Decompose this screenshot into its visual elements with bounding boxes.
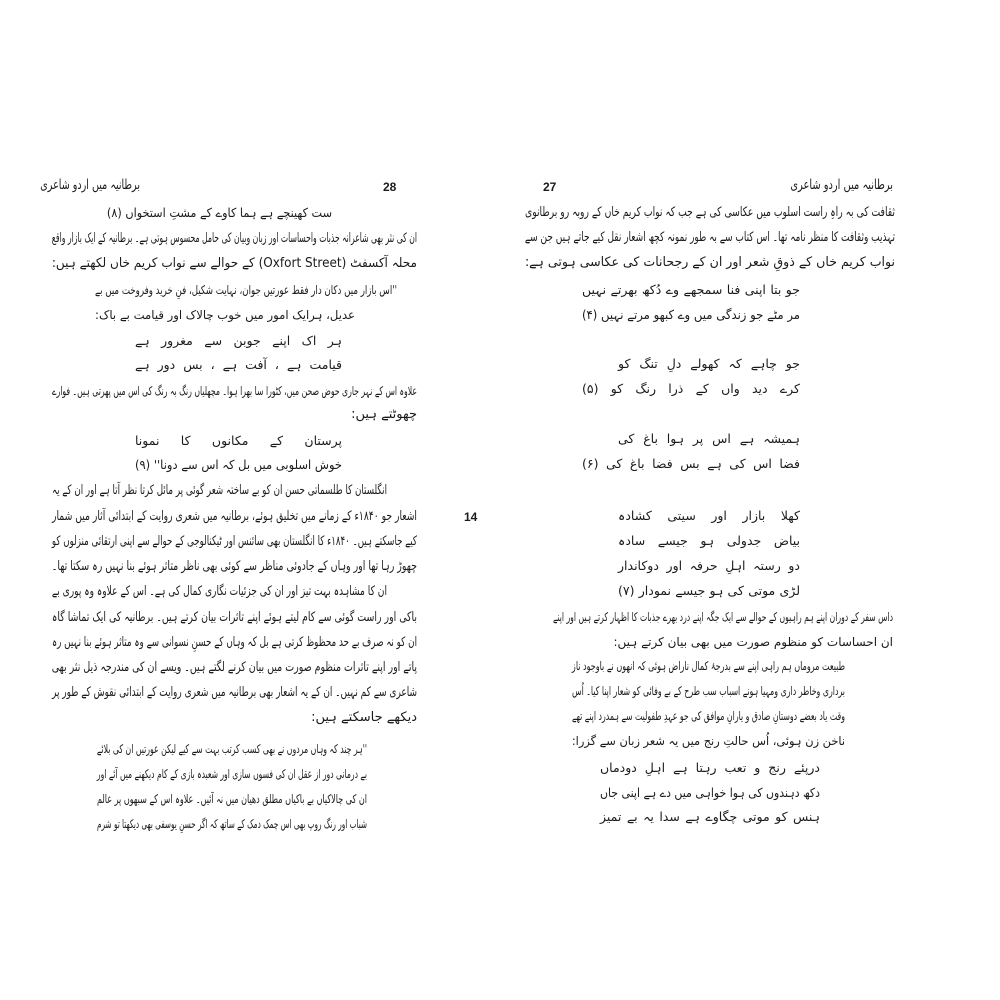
verse-line: جو چاہے کہ کھولے دلِ تنگ کو xyxy=(618,356,800,371)
prose-line: کیے جاسکتے ہیں۔ ۱۸۴۰ء کا انگلستان بھی سائنس اور ٹیکنالوجی کے حوالے سے اپنی ارتقائی منزلوں کو xyxy=(51,534,417,549)
verse-line: مر مٹے جو زندگی میں وے کبھو مرتے نہیں (۴) xyxy=(581,307,800,322)
verse-line: ہنس کو موتی چگاوے ہے سدا یہ بے تمیز xyxy=(600,809,820,824)
running-header-title xyxy=(40,174,140,196)
verse-line: دو رستہ اہلِ حرفہ اور دوکاندار xyxy=(618,558,800,573)
verse-line: لڑی موتی کی ہو جیسے نمودار (۷) xyxy=(618,583,800,598)
quote-line: شباب اور رنگ روپ بھی اس چمک دمک کے ساتھ کہ اگر حسنِ یوسفی بھی دیکھتا تو شرم xyxy=(97,817,367,831)
prose-line: نواب کریم خاں کے ذوقِ شعر اور ان کے رجحانات کی عکاسی ہوتی ہے: xyxy=(524,255,895,270)
quote-line: وقت یاد بعضے دوستانِ صادق و یارانِ موافق کی جو عہدِ طفولیت سے ہمدرد اپنے تھے xyxy=(571,709,845,723)
verse-line: درپئے رنج و تعب رہتا ہے اہلِ دودماں xyxy=(600,760,820,775)
prose-line: ثقافت کی بہ راہِ راست اسلوب میں عکاسی کی ہے جب کہ نواب کریم خاں کے روبہ رو برطانوی xyxy=(525,205,895,220)
prose-line: دیکھے جاسکتے ہیں: xyxy=(311,710,417,725)
gutter-number: 14 xyxy=(464,510,478,524)
header-title-text: برطانیہ میں اردو شاعری xyxy=(40,177,140,193)
prose-line: انگلستان کا طلسماتی حسن ان کو بے ساختہ شعر گوئی پر مائل کرتا نظر آتا ہے اور ان کے یہ xyxy=(52,483,387,498)
page-number: 28 xyxy=(383,180,397,194)
prose-line: شاعری سے کم نہیں۔ ان کے یہ اشعار بھی برطانیہ میں شعری روایت کے ابتدائی نقوش کے طور پر xyxy=(52,685,417,700)
verse-line: بیاض جدولی ہو جیسے سادہ xyxy=(618,533,800,548)
prose-line: داس سفر کے دوران اپنے ہم راہیوں کے حوالے سے ایک جگہ اپنے درد بھرے جذبات کا اظہار کرتے ہیں اور اپنے xyxy=(553,610,893,624)
verse-line: قیامت ہے ، آفت ہے ، بس دور ہے xyxy=(135,357,342,372)
verse-line: فضا اس کی ہے بس فضا باغ کی (۶) xyxy=(582,456,800,471)
verse-line: دکھ دہندوں کی ہوا خواہی میں دے ہے اپنی جاں xyxy=(599,785,820,800)
running-header-title xyxy=(790,174,893,196)
quote-line: بے درمانی دور از عقل ان کی فسوں سازی اور شعبدہ بازی کے کام دیکھنے میں آئے اور xyxy=(96,767,368,781)
prose-line: پاتے اور اپنے تاثرات منظوم صورت میں بیان کرنے لگتے ہیں۔ ویسے ان کی مندرجہ ذیل نثر بھی xyxy=(51,660,418,675)
prose-line: علاوہ اس کے نہر جاری حوض صحن میں، کٹورا سا بھرا ہوا۔ مچھلیاں رنگ بہ رنگ کی اس میں پھرتی ہیں۔ فوارے xyxy=(52,384,417,398)
right-page xyxy=(500,0,1000,1000)
verse-line: کرے دید واں کے ذرا رنگ کو (۵) xyxy=(582,381,800,396)
prose-line: چھوڑ رہا تھا اور وہاں کے جادوئی مناظر سے کوئی بھی ناظر متاثر ہوئے بنا نہیں رہ سکتا تھا۔ xyxy=(51,559,417,574)
quote-line: برداری وخاطر داری ومہیا ہونے اسباب سب طرح کے بے وفائی کو شعار اپنا کیا۔ اُس xyxy=(572,684,845,698)
prose-line: چھوٹتے ہیں: xyxy=(351,407,417,422)
quote-line: ''ہر چند کہ وہاں مردوں نے بھی کسب کرتب بہت سے کیے لیکن عورتیں ان کی بلائے xyxy=(96,742,367,756)
quote-line: ''اس بازار میں دکان دار فقط عورتیں جوان، نہایت شکیل، فنِ خرید وفروخت میں بے xyxy=(95,283,397,297)
prose-line: محلہ آکسفٹ (Oxfort Street) کے حوالے سے نواب کریم خاں لکھتے ہیں: xyxy=(51,256,417,271)
verse-line: پرستان کے مکانوں کا نمونا xyxy=(135,433,342,448)
quote-line: ان کی چالاکیاں بے باکیاں مطلق دھیان میں نہ آئیں۔ علاوہ اس کے سبھوں پر عالم xyxy=(97,792,367,806)
prose-line: ان کا مشاہدہ بہت تیز اور ان کی جزئیات نگاری کمال کی ہے۔ اس کے علاوہ وہ پوری بے xyxy=(51,584,387,599)
verse-line: ست کھینچے ہے ہما کاوے کے مشتِ استخواں (۸) xyxy=(106,205,332,220)
quote-line: ناخن زن ہوئی، اُس حالتِ رنج میں یہ شعر زبان سے گزرا: xyxy=(571,734,845,748)
quote-line: طبیعت مروماں ہم راہی اپنے سے بدرجۂ کمال ناراض ہوئی کہ انھوں نے باوجود ناز xyxy=(571,659,845,673)
verse-line: خوش اسلوبی میں بل کہ اس سے دونا'' (۹) xyxy=(135,457,342,472)
prose-line: باکی اور راست گوئی سے کام لیتے ہوئے اپنے تاثرات بیان کرتے ہیں۔ برطانیہ کی ایک تماشا گاہ xyxy=(51,610,418,625)
verse-line: جو بتا اپنی فنا سمجھے وے دُکھ بھرتے نہیں xyxy=(582,282,800,297)
prose-line: اشعار جو ۱۸۴۰ء کے زمانے میں تخلیق ہوئے، برطانیہ میں شعری روایت کے ابتدائی آثار میں شمار xyxy=(52,509,417,524)
prose-line: تہذیب وثقافت کا منظر نامہ تھا۔ اس کتاب سے بہ طور نمونہ کچھ اشعار نقل کیے جاتے ہیں جن سے xyxy=(524,230,895,245)
header-title-text: برطانیہ میں اردو شاعری xyxy=(790,177,893,193)
prose-line: ان احساسات کو منظوم صورت میں بھی بیان کرتے ہیں: xyxy=(613,635,893,649)
verse-line: کھلا بازار اور سیتی کشادہ xyxy=(618,508,800,523)
page-number: 27 xyxy=(543,180,557,194)
quote-line: عدیل، ہرایک امور میں خوب چالاک اور قیامت بے باک: xyxy=(95,308,355,322)
prose-line: ان کو نہ صرف بے حد محظوظ کرتی ہے بل کہ وہاں کے حسنِ نسوانی سے وہ متاثر ہوئے بنا نہیں رہ xyxy=(52,635,417,650)
verse-line: ہر اک اپنے جوبن سے مغرور ہے xyxy=(135,333,342,348)
prose-line: ان کی نثر بھی شاعرانہ جذبات واحساسات اور زبان وبیان کی حامل محسوس ہوتی ہے۔ برطانیہ کے ایک بازار واقع xyxy=(51,231,418,246)
verse-line: ہمیشہ ہے اس پر ہوا باغ کی xyxy=(618,431,800,446)
